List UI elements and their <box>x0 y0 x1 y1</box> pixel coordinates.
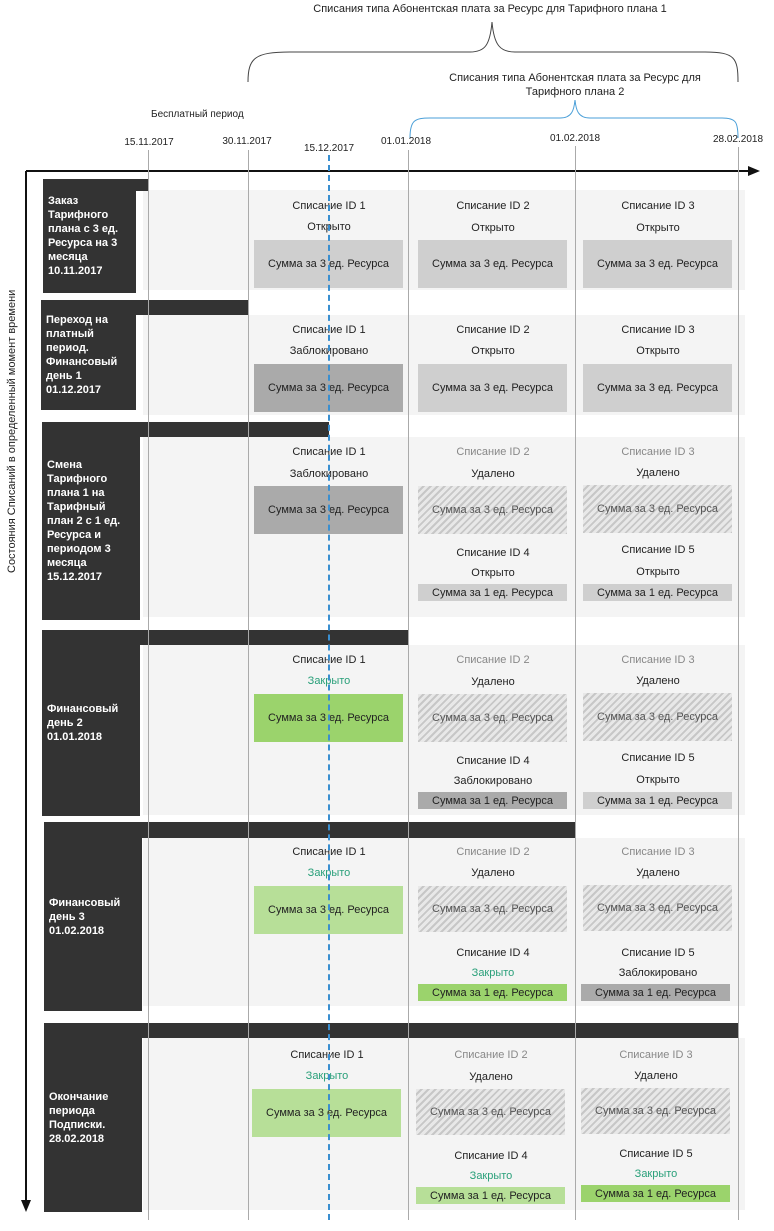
charge-status: Открыто <box>636 566 680 578</box>
free-period-label: Бесплатный период <box>151 109 244 120</box>
charge-title: Списание ID 1 <box>292 324 366 336</box>
stage-label: Смена Тарифного плана 1 на Тарифный план 2 с 1 ед. Ресурса и периодом 3 месяца 15.12.2017 <box>42 422 140 620</box>
charge-title: Списание ID 4 <box>456 547 530 559</box>
charge-sum: Сумма за 3 ед. Ресурса <box>583 364 732 412</box>
date-label: 01.01.2018 <box>380 136 432 147</box>
charge-sum: Сумма за 3 ед. Ресурса <box>583 885 732 931</box>
date-gridline <box>575 146 576 1220</box>
charge-status: Удалено <box>636 867 680 879</box>
charge-status: Удалено <box>636 675 680 687</box>
charge-status: Открыто <box>636 222 680 234</box>
charge-title: Списание ID 3 <box>621 446 695 458</box>
stage-label: Финансовый день 2 01.01.2018 <box>42 630 140 816</box>
charge-title: Списание ID 1 <box>292 200 366 212</box>
charge-title: Списание ID 4 <box>456 947 530 959</box>
charge-sum: Сумма за 3 ед. Ресурса <box>254 694 403 742</box>
charge-title: Списание ID 3 <box>619 1049 693 1061</box>
charge-sum: Сумма за 3 ед. Ресурса <box>254 486 403 534</box>
date-gridline <box>738 147 739 1220</box>
date-gridline <box>408 150 409 1220</box>
charge-status: Заблокировано <box>453 775 533 787</box>
charge-status: Удалено <box>636 467 680 479</box>
charge-title: Списание ID 1 <box>292 446 366 458</box>
charge-sum: Сумма за 3 ед. Ресурса <box>583 693 732 741</box>
charge-status: Открыто <box>636 345 680 357</box>
charge-sum: Сумма за 1 ед. Ресурса <box>416 1187 565 1204</box>
charge-sum: Сумма за 3 ед. Ресурса <box>254 364 403 412</box>
charge-sum: Сумма за 1 ед. Ресурса <box>418 792 567 809</box>
charge-title: Списание ID 1 <box>292 846 366 858</box>
stage-label: Переход на платный период. Финансовый день 1 01.12.2017 <box>41 300 136 410</box>
charge-status: Закрыто <box>305 1070 349 1082</box>
charge-sum: Сумма за 3 ед. Ресурса <box>254 886 403 934</box>
charge-sum: Сумма за 3 ед. Ресурса <box>416 1089 565 1135</box>
charge-status: Заблокировано <box>618 967 698 979</box>
charge-sum: Сумма за 3 ед. Ресурса <box>254 240 403 288</box>
charge-title: Списание ID 5 <box>619 1148 693 1160</box>
charge-status: Закрыто <box>469 1170 513 1182</box>
charge-title: Списание ID 2 <box>456 446 530 458</box>
charge-sum: Сумма за 3 ед. Ресурса <box>418 694 567 742</box>
charge-status: Открыто <box>471 567 515 579</box>
charge-sum: Сумма за 3 ед. Ресурса <box>418 886 567 932</box>
charge-status: Удалено <box>471 867 515 879</box>
charge-sum: Сумма за 3 ед. Ресурса <box>581 1088 730 1134</box>
charge-title: Списание ID 5 <box>621 752 695 764</box>
charge-status: Удалено <box>471 676 515 688</box>
charge-status: Закрыто <box>307 675 351 687</box>
charge-title: Списание ID 2 <box>456 654 530 666</box>
charge-status: Открыто <box>307 221 351 233</box>
date-label: 30.11.2017 <box>222 136 272 147</box>
stage-label: Окончание периода Подписки. 28.02.2018 <box>44 1023 142 1212</box>
charge-title: Списание ID 2 <box>456 324 530 336</box>
charge-status: Открыто <box>636 774 680 786</box>
date-label: 15.11.2017 <box>124 137 174 148</box>
charge-title: Списание ID 4 <box>454 1150 528 1162</box>
charge-status: Закрыто <box>307 867 351 879</box>
charge-title: Списание ID 4 <box>456 755 530 767</box>
plan1-header: Списания типа Абонентская плата за Ресурс для Тарифного плана 1 <box>313 3 667 15</box>
charge-status: Удалено <box>469 1071 513 1083</box>
charge-title: Списание ID 1 <box>290 1049 364 1061</box>
charge-sum: Сумма за 3 ед. Ресурса <box>583 485 732 533</box>
charge-status: Удалено <box>471 468 515 480</box>
charge-sum: Сумма за 1 ед. Ресурса <box>583 584 732 601</box>
charge-title: Списание ID 5 <box>621 544 695 556</box>
charge-sum: Сумма за 1 ед. Ресурса <box>581 984 730 1001</box>
plan2-header-line1: Списания типа Абонентская плата за Ресурс для <box>449 72 701 84</box>
date-label: 28.02.2018 <box>712 134 764 145</box>
charge-title: Списание ID 3 <box>621 324 695 336</box>
charge-sum: Сумма за 1 ед. Ресурса <box>581 1185 730 1202</box>
charge-title: Списание ID 3 <box>621 200 695 212</box>
charge-status: Удалено <box>634 1070 678 1082</box>
stage-label: Финансовый день 3 01.02.2018 <box>44 822 142 1011</box>
charge-status: Заблокировано <box>289 468 369 480</box>
charge-sum: Сумма за 1 ед. Ресурса <box>418 984 567 1001</box>
date-label: 01.02.2018 <box>549 133 601 144</box>
charge-sum: Сумма за 3 ед. Ресурса <box>418 240 567 288</box>
charge-title: Списание ID 3 <box>621 846 695 858</box>
charge-title: Списание ID 5 <box>621 947 695 959</box>
date-label: 15.12.2017 <box>303 143 355 154</box>
charge-status: Закрыто <box>634 1168 678 1180</box>
charge-title: Списание ID 2 <box>454 1049 528 1061</box>
charge-status: Заблокировано <box>289 345 369 357</box>
charge-sum: Сумма за 1 ед. Ресурса <box>583 792 732 809</box>
stage-label: Заказ Тарифного плана с 3 ед. Ресурса на 3 месяца 10.11.2017 <box>43 179 136 293</box>
charge-sum: Сумма за 3 ед. Ресурса <box>583 240 732 288</box>
charge-status: Открыто <box>471 345 515 357</box>
charge-status: Открыто <box>471 222 515 234</box>
charge-status: Закрыто <box>471 967 515 979</box>
charge-sum: Сумма за 3 ед. Ресурса <box>418 486 567 534</box>
charge-sum: Сумма за 3 ед. Ресурса <box>418 364 567 412</box>
plan2-header-line2: Тарифного плана 2 <box>525 86 625 98</box>
charge-title: Списание ID 3 <box>621 654 695 666</box>
charge-title: Списание ID 1 <box>292 654 366 666</box>
date-gridline <box>248 150 249 1220</box>
charge-sum: Сумма за 3 ед. Ресурса <box>252 1089 401 1137</box>
date-gridline <box>148 150 149 1220</box>
charge-title: Списание ID 2 <box>456 846 530 858</box>
current-date-dashed-line <box>328 155 330 1220</box>
charge-sum: Сумма за 1 ед. Ресурса <box>418 584 567 601</box>
charge-title: Списание ID 2 <box>456 200 530 212</box>
